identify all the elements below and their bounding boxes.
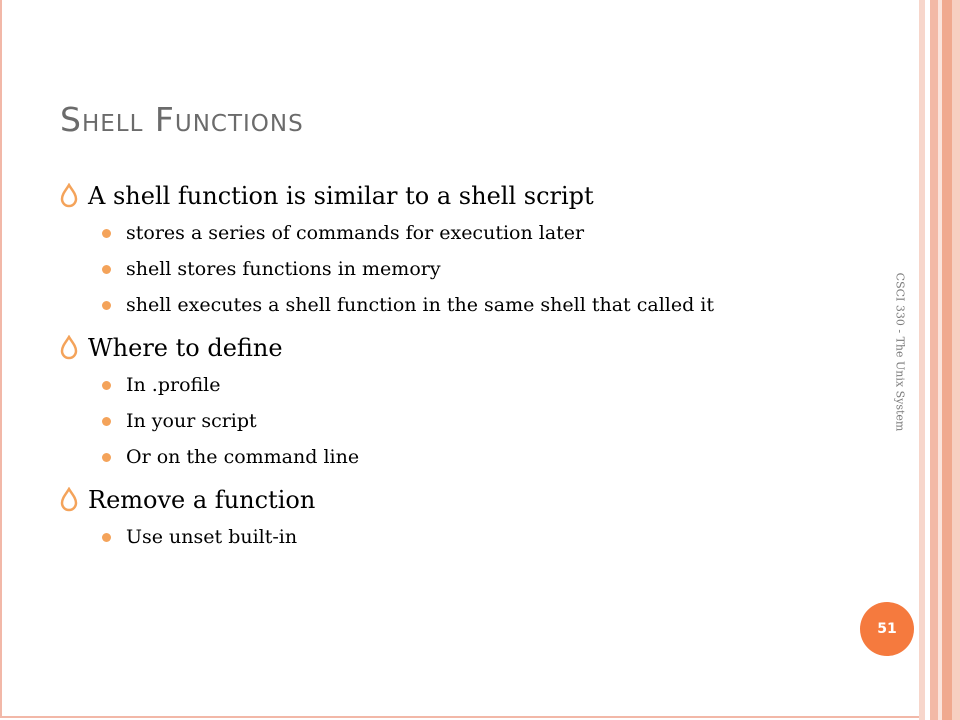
bullet-item — [60, 180, 820, 212]
bullet-item — [60, 332, 820, 364]
page-number-badge: 51 — [860, 602, 914, 656]
dot-bullet-icon — [102, 453, 111, 462]
sub-bullet-text: shell stores functions in memory — [126, 258, 441, 280]
sub-bullet-item — [60, 524, 820, 550]
teardrop-bullet-icon — [60, 335, 78, 361]
slide-title: Shell Functions — [60, 100, 304, 139]
bullet-text: A shell function is similar to a shell script — [88, 182, 594, 210]
dot-bullet-icon — [102, 417, 111, 426]
sub-bullet-item — [60, 444, 820, 470]
bullet-list — [60, 180, 820, 564]
decorative-stripe — [930, 0, 938, 720]
teardrop-bullet-icon — [60, 183, 78, 209]
sub-bullet-item — [60, 256, 820, 282]
sub-bullet-text: Or on the command line — [126, 446, 360, 468]
dot-bullet-icon — [102, 533, 111, 542]
teardrop-bullet-icon — [60, 487, 78, 513]
course-footer-label: CSCI 330 - The Unix System — [893, 272, 907, 432]
sub-bullet-text: stores a series of commands for execution later — [126, 222, 585, 244]
sub-bullet-text: Use unset built-in — [126, 526, 298, 548]
dot-bullet-icon — [102, 229, 111, 238]
dot-bullet-icon — [102, 381, 111, 390]
sub-bullet-item — [60, 408, 820, 434]
sub-bullet-item — [60, 372, 820, 398]
decorative-stripe — [952, 0, 960, 720]
bullet-item — [60, 484, 820, 516]
bullet-text: Remove a function — [88, 486, 316, 514]
dot-bullet-icon — [102, 301, 111, 310]
sub-bullet-text: In your script — [126, 410, 257, 432]
sub-bullet-item — [60, 220, 820, 246]
sub-bullet-item — [60, 292, 820, 318]
decorative-stripe — [942, 0, 952, 720]
sub-bullet-text: shell executes a shell function in the same shell that called it — [126, 294, 715, 316]
bullet-text: Where to define — [88, 334, 283, 362]
dot-bullet-icon — [102, 265, 111, 274]
sub-bullet-text: In .profile — [126, 374, 221, 396]
